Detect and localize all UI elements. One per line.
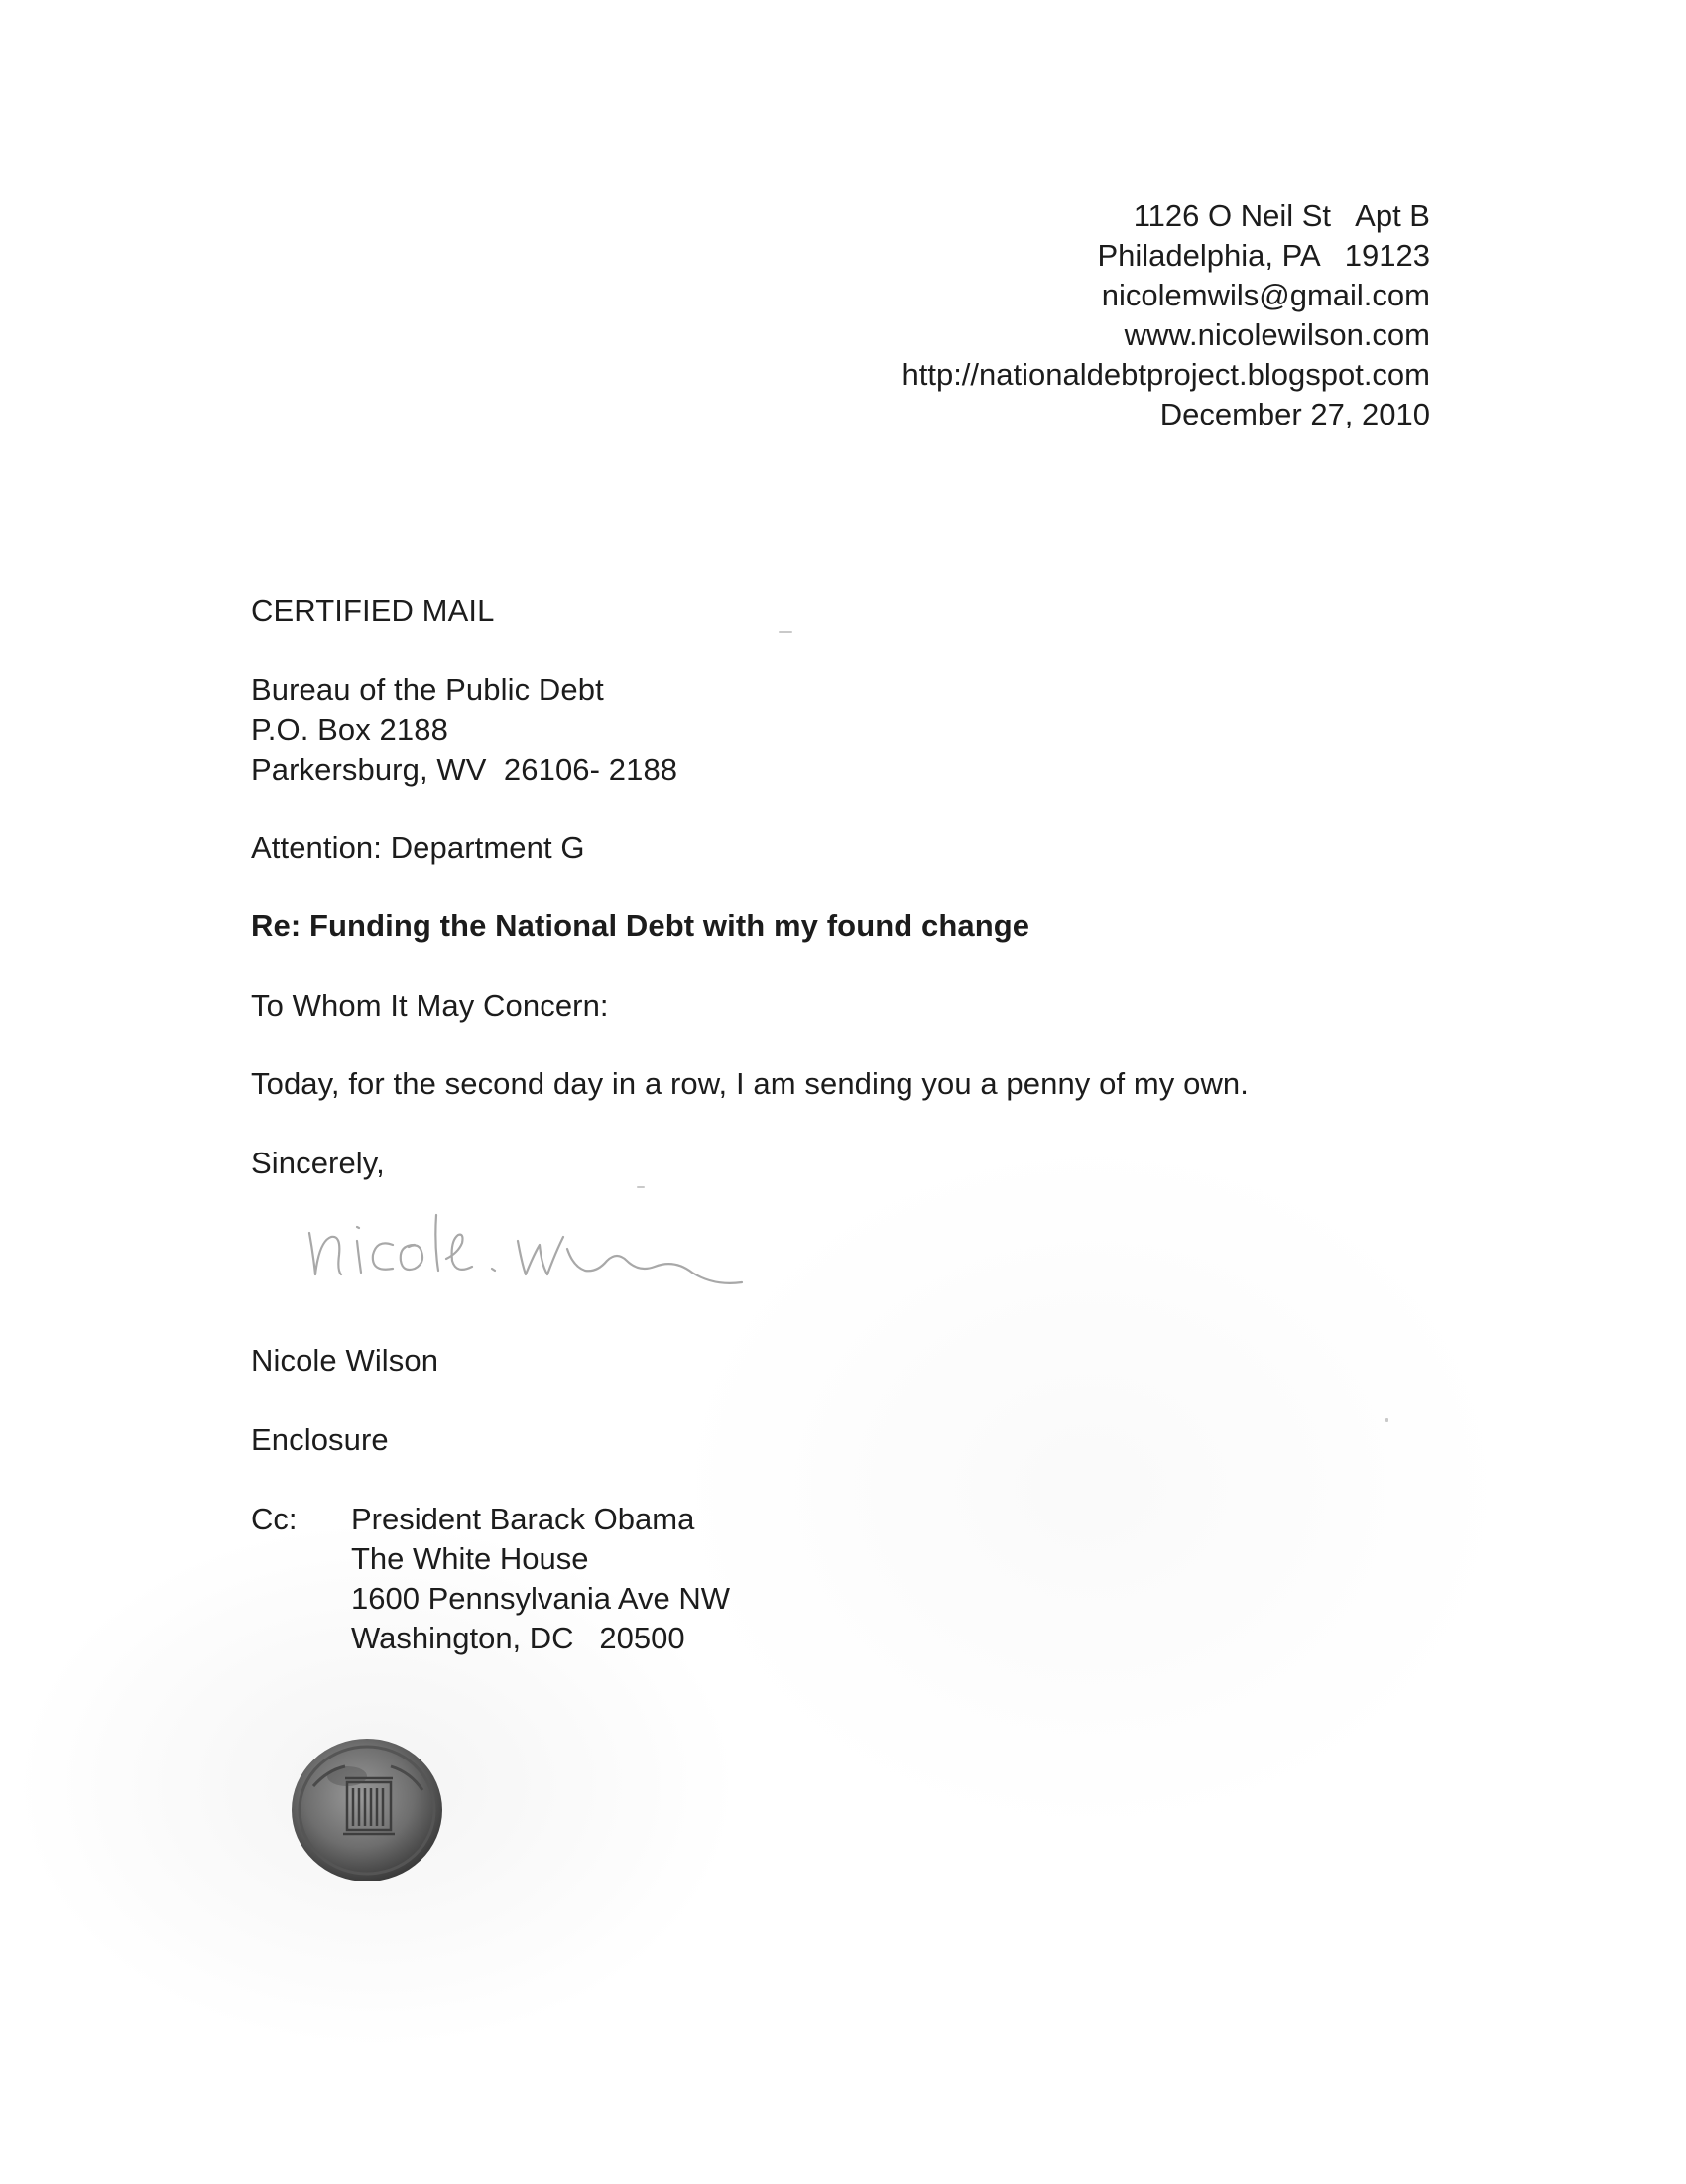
signer-name: Nicole Wilson [251,1343,439,1378]
enclosure-note: Enclosure [251,1422,389,1457]
recipient-box: P.O. Box 2188 [251,712,448,747]
letter-date: December 27, 2010 [1159,397,1430,431]
sender-address-block [902,196,1430,434]
salutation: To Whom It May Concern: [251,988,609,1023]
cc-label: Cc: [251,1502,298,1536]
sender-street: 1126 O Neil St Apt B [1133,198,1430,233]
cc-city: Washington, DC 20500 [351,1621,685,1655]
cc-street: 1600 Pennsylvania Ave NW [351,1581,730,1616]
cc-name: President Barack Obama [351,1502,695,1536]
sender-email: nicolemwils@gmail.com [1101,278,1430,312]
handwritten-signature [298,1175,813,1314]
cc-org: The White House [351,1541,589,1576]
scan-speck [779,631,792,633]
cc-address-block [351,1500,730,1658]
scan-speck [1385,1418,1388,1422]
mail-type: CERTIFIED MAIL [251,593,495,628]
recipient-name: Bureau of the Public Debt [251,672,604,707]
penny-icon [288,1731,446,1889]
body-paragraph: Today, for the second day in a row, I am sending you a penny of my own. [251,1066,1249,1101]
subject-line: Re: Funding the National Debt with my found change [251,909,1030,943]
scan-speck [637,1186,645,1188]
recipient-city: Parkersburg, WV 26106- 2188 [251,752,678,787]
attention-line: Attention: Department G [251,830,585,865]
sender-city: Philadelphia, PA 19123 [1097,238,1430,273]
sender-blog: http://nationaldebtproject.blogspot.com [902,357,1430,392]
closing: Sincerely, [251,1146,385,1180]
sender-website: www.nicolewilson.com [1124,317,1430,352]
